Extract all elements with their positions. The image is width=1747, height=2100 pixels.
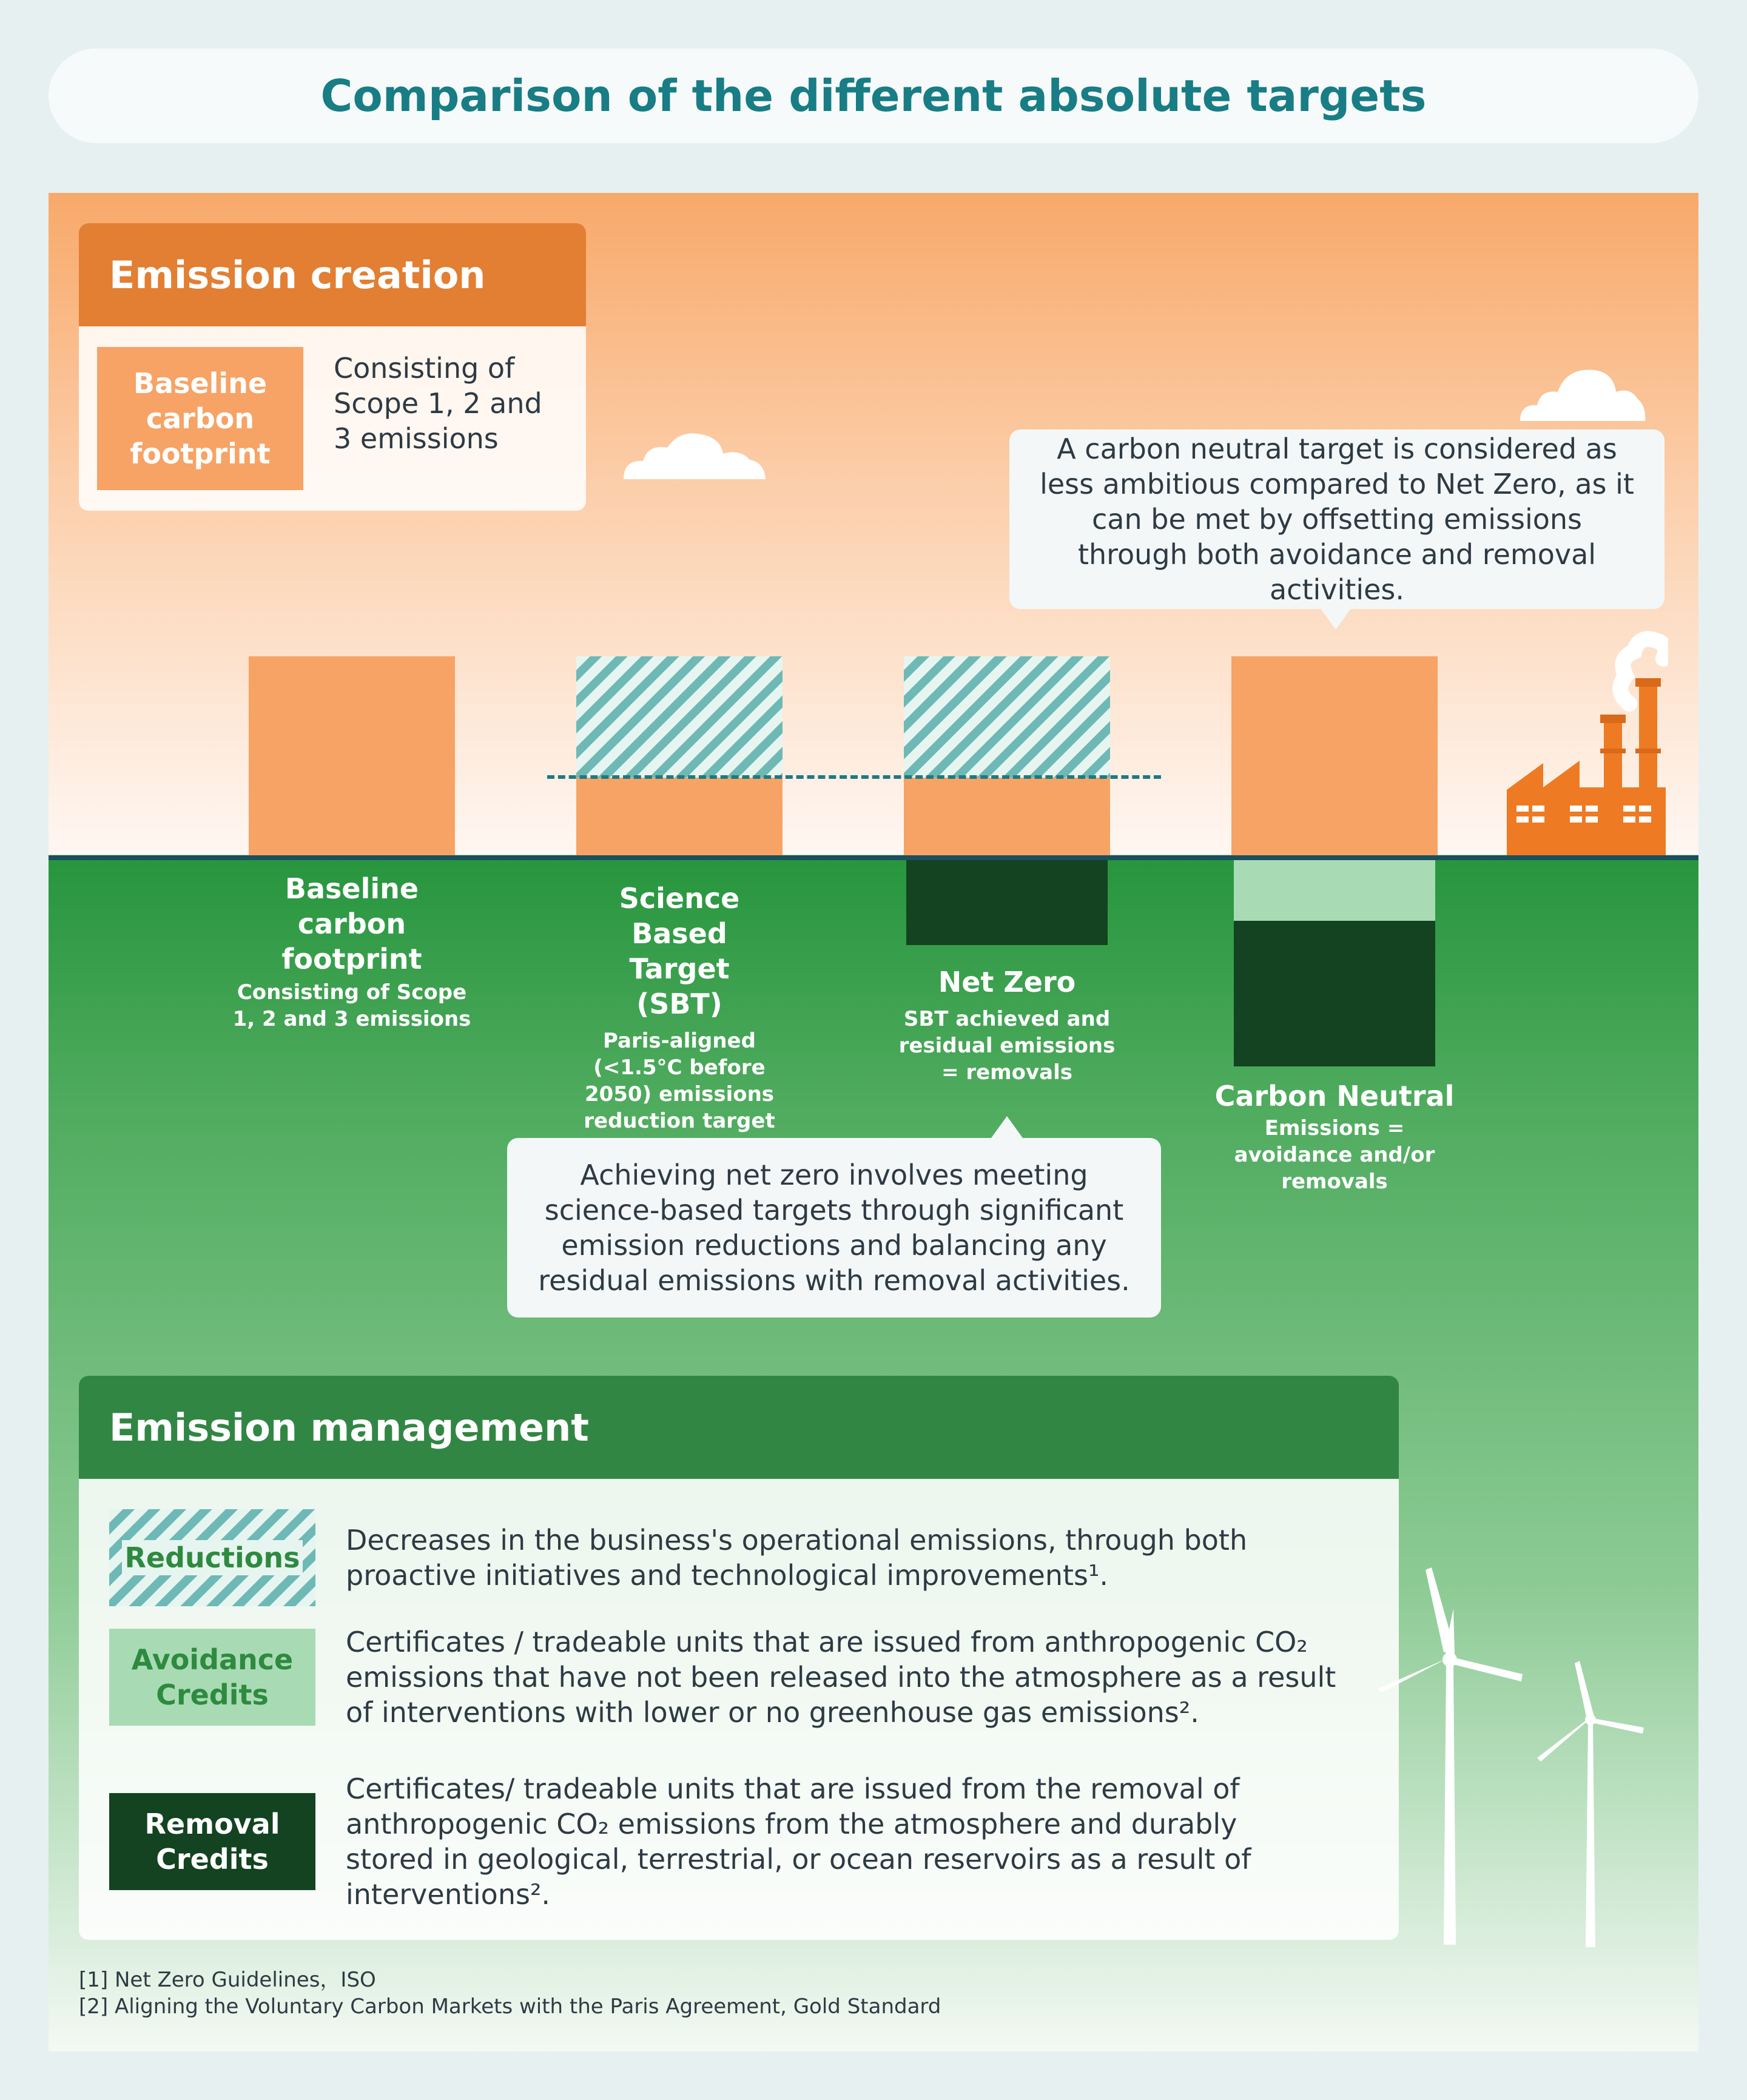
emission-management-panel — [79, 1376, 1399, 1940]
netzero-residual-bar — [904, 778, 1110, 855]
target-dashed-line — [547, 775, 1161, 779]
netzero-subtitle: SBT achieved and residual emissions = removals — [898, 1007, 1116, 1085]
net-zero-callout: Achieving net zero involves meeting science-based targets through significant emission reductions and balancing any residual emissions with removal activities. — [507, 1138, 1161, 1318]
reductions-description: Decreases in the business's operational emissions, through both proactive initiatives and technological improvements¹. — [346, 1524, 1248, 1592]
legend-row — [109, 1771, 1371, 1912]
reductions-swatch — [109, 1509, 315, 1606]
carbon-neutral-label — [1213, 1079, 1456, 1195]
page-title: Comparison of the different absolute targets — [320, 70, 1427, 121]
carbon-neutral-callout: A carbon neutral target is considered as less ambitious compared to Net Zero, as it can be met by offsetting emissions through both avoidance and removal activities. — [1009, 429, 1665, 609]
removal-description: Certificates/ tradeable units that are issued from the removal of anthropogenic CO₂ emissions from the atmosphere and durably stored in geological, terrestrial, or ocean reservoirs as a result of interventions². — [346, 1772, 1251, 1911]
carbon-neutral-subtitle: Emissions = avoidance and/or removals — [1234, 1116, 1435, 1194]
netzero-reductions-bar — [904, 656, 1110, 778]
infographic-canvas — [49, 193, 1698, 2051]
baseline-subtitle: Consisting of Scope 1, 2 and 3 emissions — [232, 980, 471, 1031]
callout-pointer — [991, 1116, 1023, 1138]
avoidance-swatch: Avoidance Credits — [109, 1629, 315, 1726]
wind-turbine-icon — [1529, 1588, 1650, 1952]
cloud-icon — [1519, 365, 1646, 422]
footnote-2: [2] Aligning the Voluntary Carbon Markets with the Paris Agreement, Gold Standard — [79, 1994, 941, 2019]
footnotes — [79, 1967, 1292, 2020]
factory-icon — [1504, 624, 1668, 855]
emission-creation-heading: Emission creation — [79, 223, 586, 326]
sbt-reductions-bar — [576, 656, 783, 778]
footnote-1: [1] Net Zero Guidelines，ISO — [79, 1968, 376, 1992]
removal-swatch: Removal Credits — [109, 1793, 315, 1890]
emission-management-heading: Emission management — [79, 1376, 1399, 1479]
baseline-bar — [249, 656, 455, 855]
legend-row — [109, 1624, 1371, 1730]
carbon-neutral-title: Carbon Neutral — [1214, 1080, 1455, 1112]
sbt-residual-bar — [576, 778, 783, 855]
sbt-label — [552, 881, 807, 1134]
cloud-icon — [621, 429, 767, 479]
ground-divider — [49, 855, 1698, 860]
netzero-removals-bar — [906, 860, 1108, 945]
baseline-label — [212, 871, 491, 1032]
callout-pointer — [1320, 608, 1351, 630]
carbon-neutral-removals-bar — [1234, 921, 1435, 1066]
title-pill — [49, 49, 1698, 143]
netzero-label — [886, 964, 1128, 1086]
sbt-subtitle: Paris-aligned (<1.5°C before 2050) emissions reduction target — [584, 1029, 775, 1133]
avoidance-description: Certificates / tradeable units that are issued from anthropogenic CO₂ emissions that have not been released into the atmosphere as a result of interventions with lower or no greenhouse gas emissions². — [346, 1626, 1336, 1729]
carbon-neutral-avoidance-bar — [1234, 860, 1435, 921]
baseline-title: Baseline carbon footprint — [281, 872, 422, 975]
reductions-label: Reductions — [122, 1540, 302, 1575]
emission-creation-description: Consisting of Scope 1, 2 and 3 emissions — [334, 352, 542, 455]
sbt-title: Science Based Target (SBT) — [619, 882, 740, 1020]
carbon-neutral-bar — [1231, 656, 1438, 855]
legend-row — [109, 1509, 1371, 1606]
emission-creation-panel — [79, 223, 586, 511]
baseline-box: Baseline carbon footprint — [97, 347, 303, 490]
netzero-title: Net Zero — [938, 966, 1076, 998]
